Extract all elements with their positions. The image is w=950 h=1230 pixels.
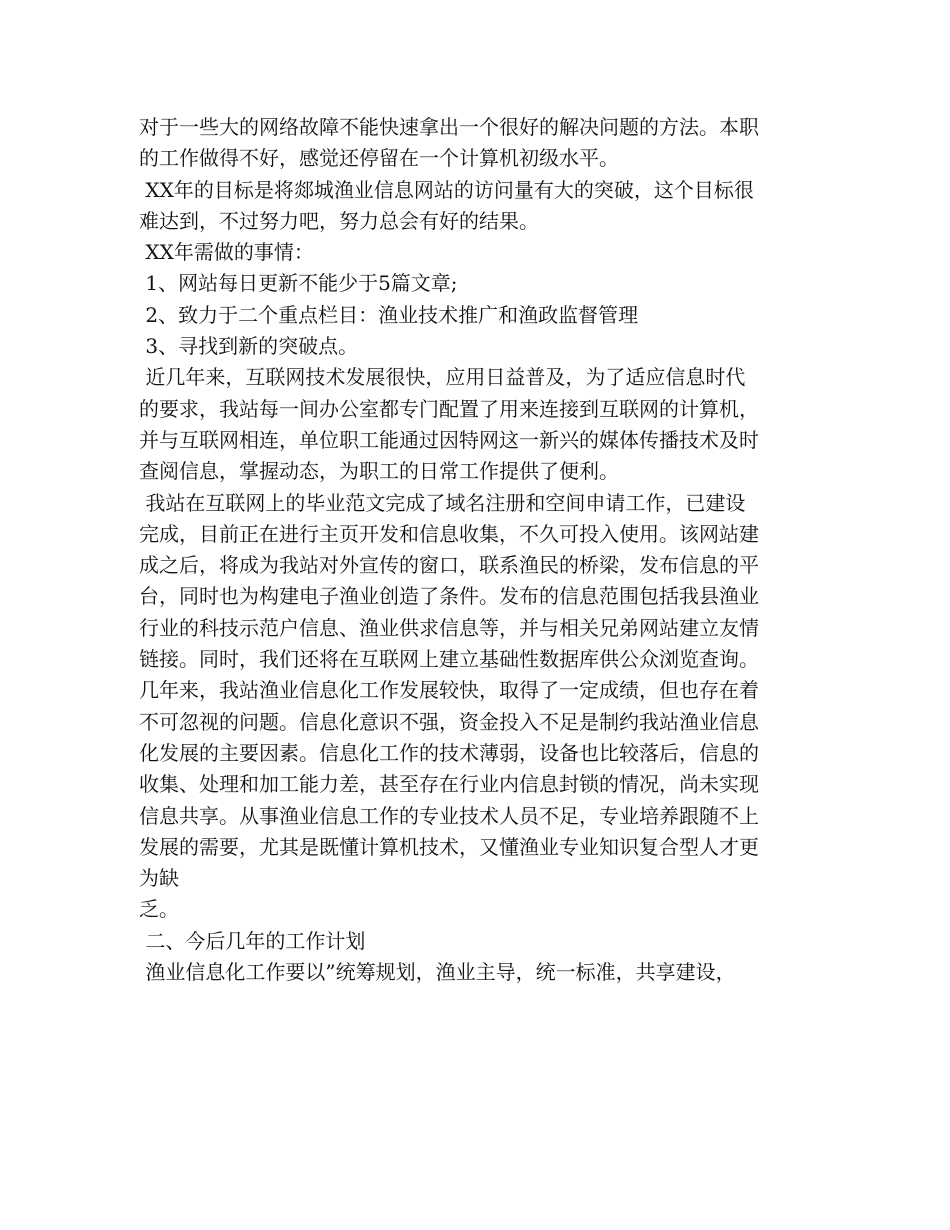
document-body <box>139 112 819 988</box>
body-line: 信息共享。从事渔业信息工作的专业技术人员不足，专业培养跟随不上 <box>139 803 759 828</box>
body-line: 成之后，将成为我站对外宣传的窗口，联系渔民的桥梁，发布信息的平 <box>139 553 759 578</box>
body-line: 不可忽视的问题。信息化意识不强，资金投入不足是制约我站渔业信息 <box>139 709 759 734</box>
body-line: 链接。同时，我们还将在互联网上建立基础性数据库供公众浏览查询。 <box>139 647 759 672</box>
body-line: 为缺 <box>139 866 179 891</box>
body-line: 的工作做得不好，感觉还停留在一个计算机初级水平。 <box>139 146 619 171</box>
body-line: 查阅信息，掌握动态，为职工的日常工作提供了便利。 <box>139 459 619 484</box>
body-line: 难达到，不过努力吧，努力总会有好的结果。 <box>139 208 539 233</box>
body-line: 2、致力于二个重点栏目：渔业技术推广和渔政监督管理 <box>139 302 639 327</box>
body-line: 对于一些大的网络故障不能快速拿出一个很好的解决问题的方法。本职 <box>139 115 759 139</box>
body-line: 行业的科技示范户信息、渔业供求信息等，并与相关兄弟网站建立友情 <box>139 615 759 640</box>
body-line: 发展的需要，尤其是既懂计算机技术，又懂渔业专业知识复合型人才更 <box>139 834 759 859</box>
body-line: 1、网站每日更新不能少于5篇文章; <box>139 271 458 296</box>
body-line: 台，同时也为构建电子渔业创造了条件。发布的信息范围包括我县渔业 <box>139 584 759 609</box>
body-line: 并与互联网相连，单位职工能通过因特网这一新兴的媒体传播技术及时 <box>139 427 759 452</box>
body-line: XX年的目标是将郯城渔业信息网站的访问量有大的突破，这个目标很 <box>139 177 754 202</box>
body-line: 几年来，我站渔业信息化工作发展较快，取得了一定成绩，但也存在着 <box>139 678 759 703</box>
section-heading: 二、今后几年的工作计划 <box>139 928 366 953</box>
body-line: 3、寻找到新的突破点。 <box>139 334 359 359</box>
body-line: 完成，目前正在进行主页开发和信息收集，不久可投入使用。该网站建 <box>139 521 759 546</box>
body-line: 收集、处理和加工能力差，甚至存在行业内信息封锁的情况，尚未实现 <box>139 772 759 797</box>
body-line: 的要求，我站每一间办公室都专门配置了用来连接到互联网的计算机， <box>139 396 759 421</box>
body-line: 渔业信息化工作要以”统筹规划，渔业主导，统一标准，共享建设， <box>139 960 736 985</box>
body-line: 我站在互联网上的毕业范文完成了域名注册和空间申请工作，已建设 <box>139 490 746 515</box>
body-line: 化发展的主要因素。信息化工作的技术薄弱，设备也比较落后，信息的 <box>139 740 759 765</box>
body-line: XX年需做的事情： <box>139 240 314 265</box>
body-line: 乏。 <box>139 897 179 922</box>
body-line: 近几年来，互联网技术发展很快，应用日益普及，为了适应信息时代 <box>139 365 746 390</box>
